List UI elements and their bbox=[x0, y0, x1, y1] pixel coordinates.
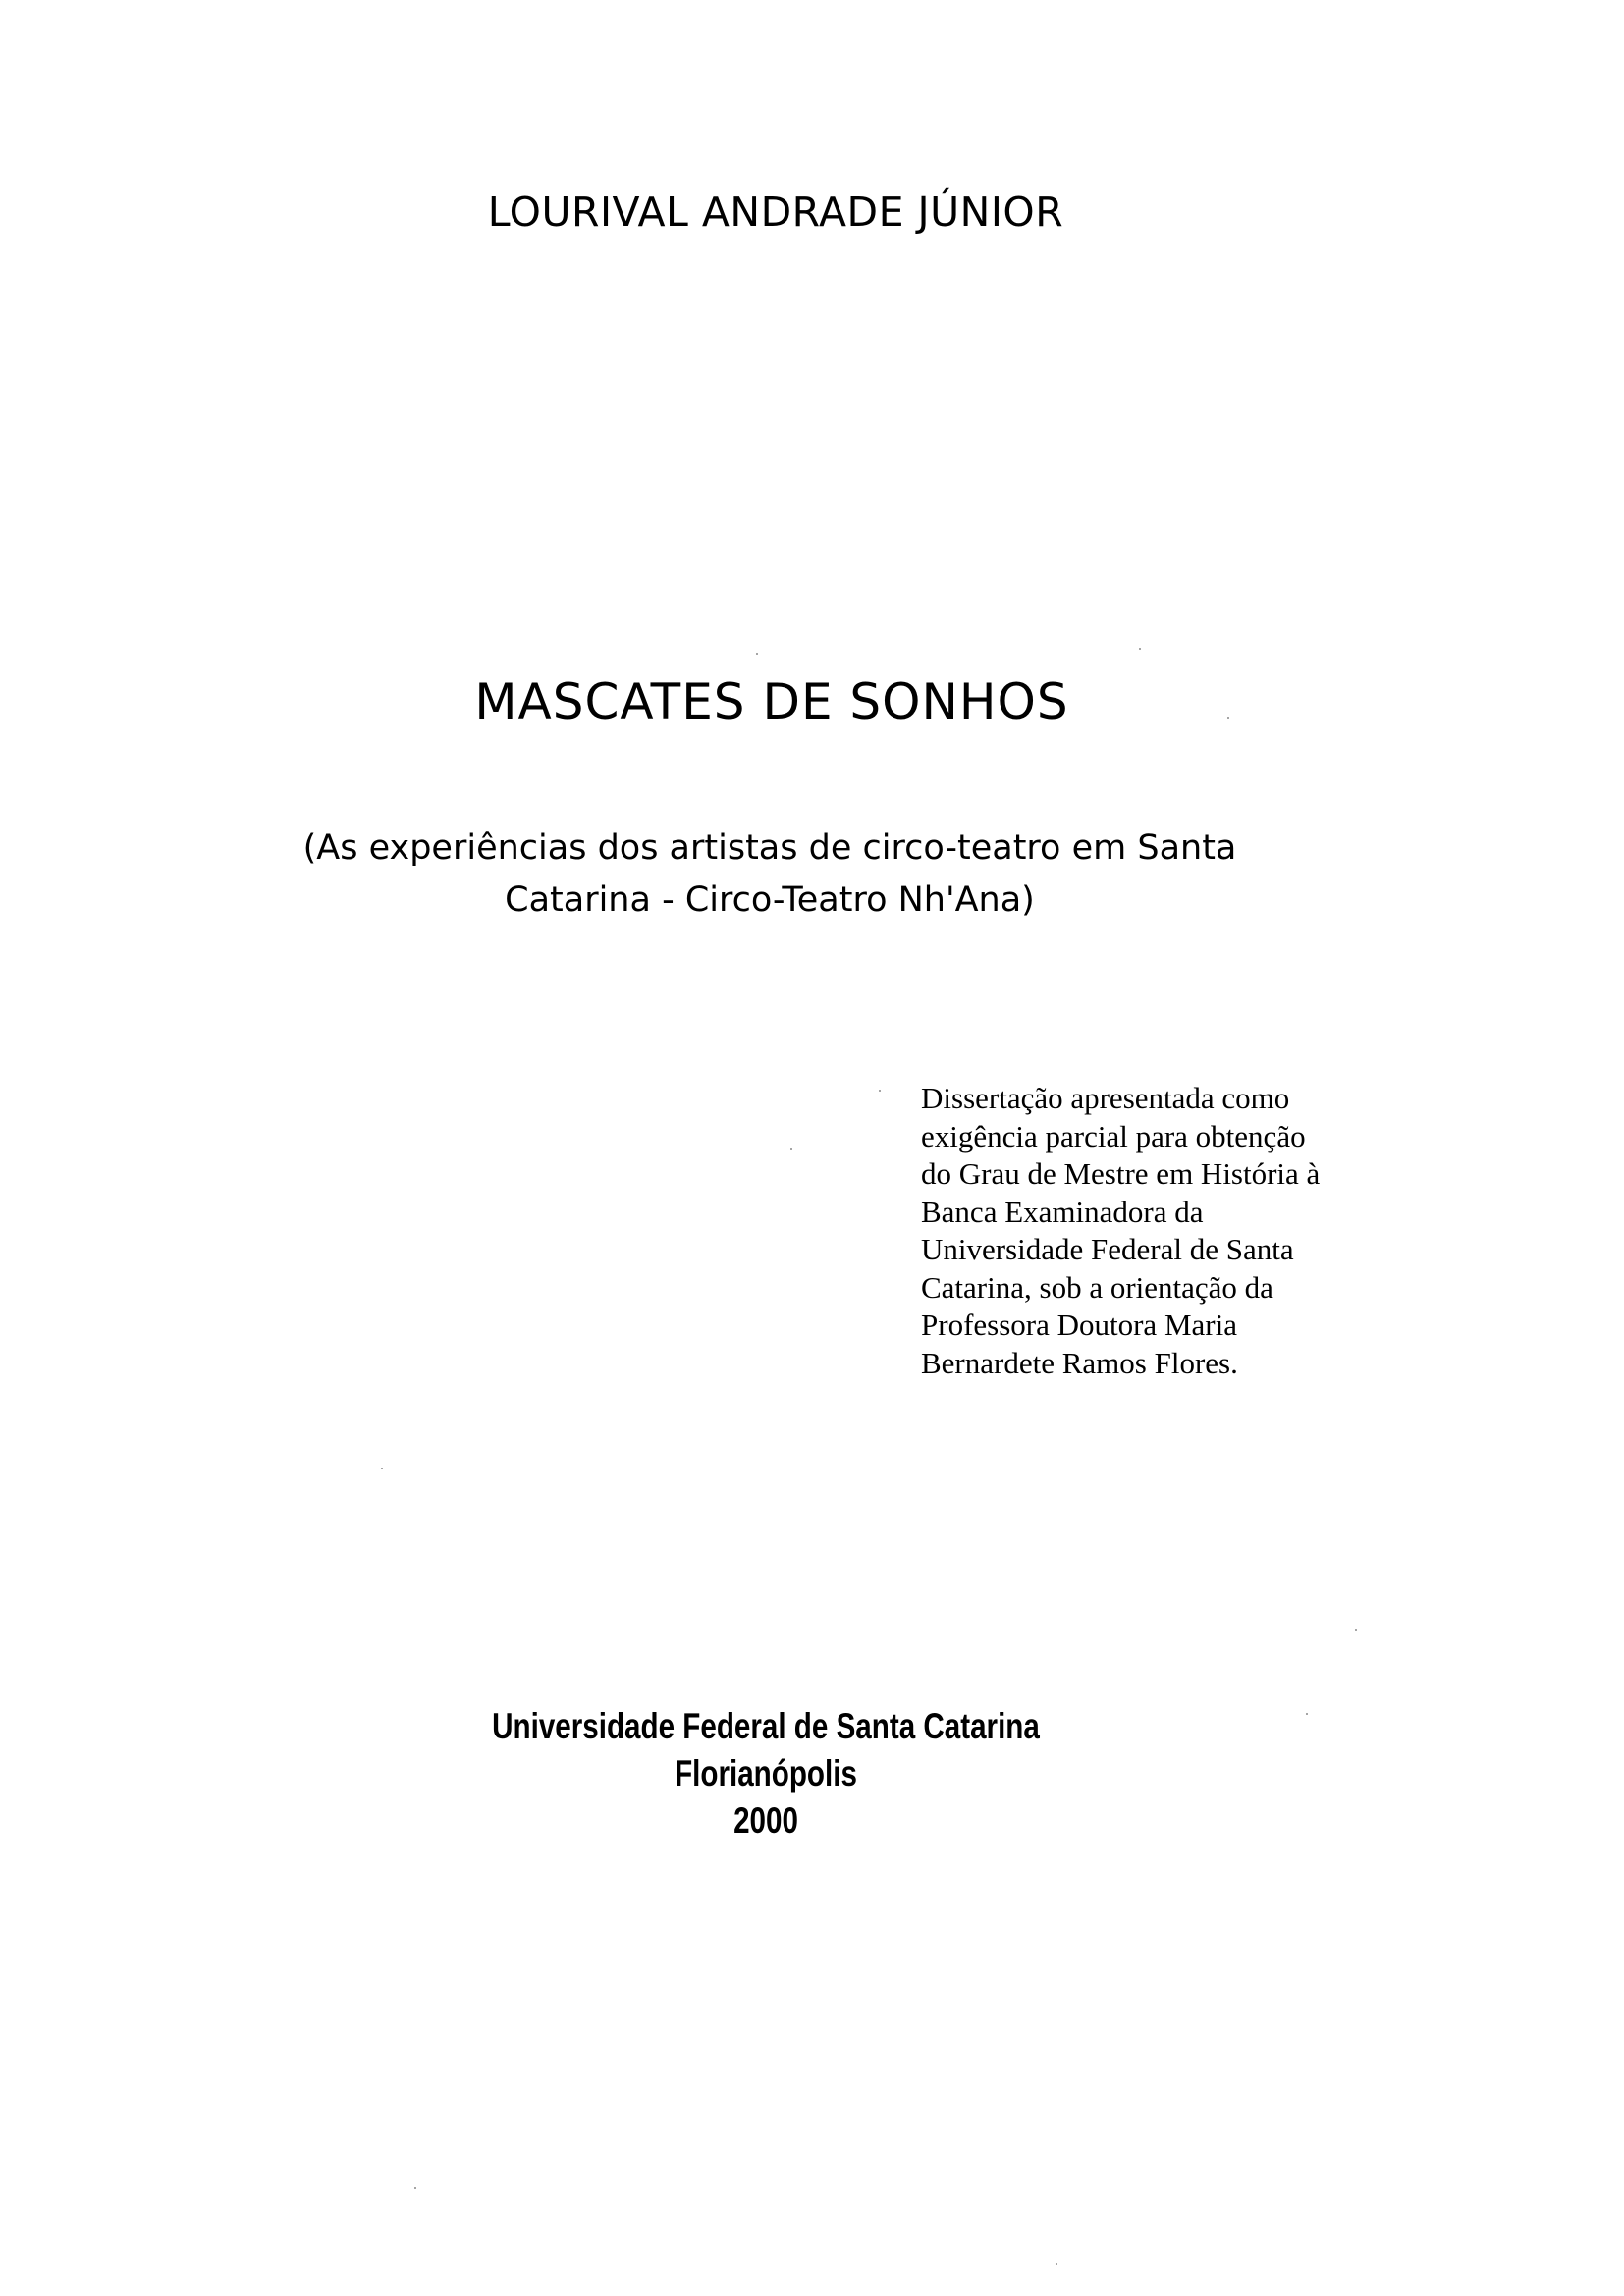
dissertation-note-line: exigência parcial para obtenção bbox=[921, 1118, 1306, 1153]
scan-speck bbox=[1227, 717, 1229, 719]
thesis-title: MASCATES DE SONHOS bbox=[474, 673, 1069, 730]
subtitle-line-1: (As experiências dos artistas de circo-teatro em Santa bbox=[302, 828, 1237, 868]
scan-speck bbox=[414, 2187, 416, 2189]
subtitle-line-2: Catarina - Circo-Teatro Nh'Ana) bbox=[505, 881, 1035, 920]
scan-speck bbox=[1306, 1713, 1308, 1715]
scan-speck bbox=[879, 1090, 881, 1092]
institution-name: Universidade Federal de Santa Catarina bbox=[492, 1706, 1040, 1746]
dissertation-note-line: Banca Examinadora da bbox=[921, 1194, 1204, 1229]
scan-speck bbox=[1139, 648, 1141, 650]
scan-speck bbox=[756, 653, 758, 655]
institution-block bbox=[153, 1703, 1379, 1844]
scan-speck bbox=[790, 1148, 792, 1150]
institution-city: Florianópolis bbox=[675, 1753, 857, 1793]
dissertation-note-line: Dissertação apresentada como bbox=[921, 1081, 1290, 1115]
institution-year: 2000 bbox=[733, 1800, 798, 1841]
dissertation-note-line: Catarina, sob a orientação da bbox=[921, 1269, 1273, 1305]
scan-speck bbox=[381, 1468, 383, 1469]
scan-speck bbox=[1355, 1629, 1357, 1631]
dissertation-note-line: do Grau de Mestre em História à bbox=[921, 1156, 1321, 1191]
dissertation-note-line: Bernardete Ramos Flores. bbox=[921, 1345, 1238, 1380]
dissertation-note-line: Universidade Federal de Santa bbox=[921, 1232, 1294, 1266]
scan-speck bbox=[1056, 2263, 1057, 2265]
author-name: LOURIVAL ANDRADE JÚNIOR bbox=[487, 188, 1064, 236]
dissertation-note bbox=[921, 1080, 1432, 1382]
dissertation-note-line: Professora Doutora Maria bbox=[921, 1308, 1237, 1342]
thesis-subtitle bbox=[196, 823, 1343, 927]
